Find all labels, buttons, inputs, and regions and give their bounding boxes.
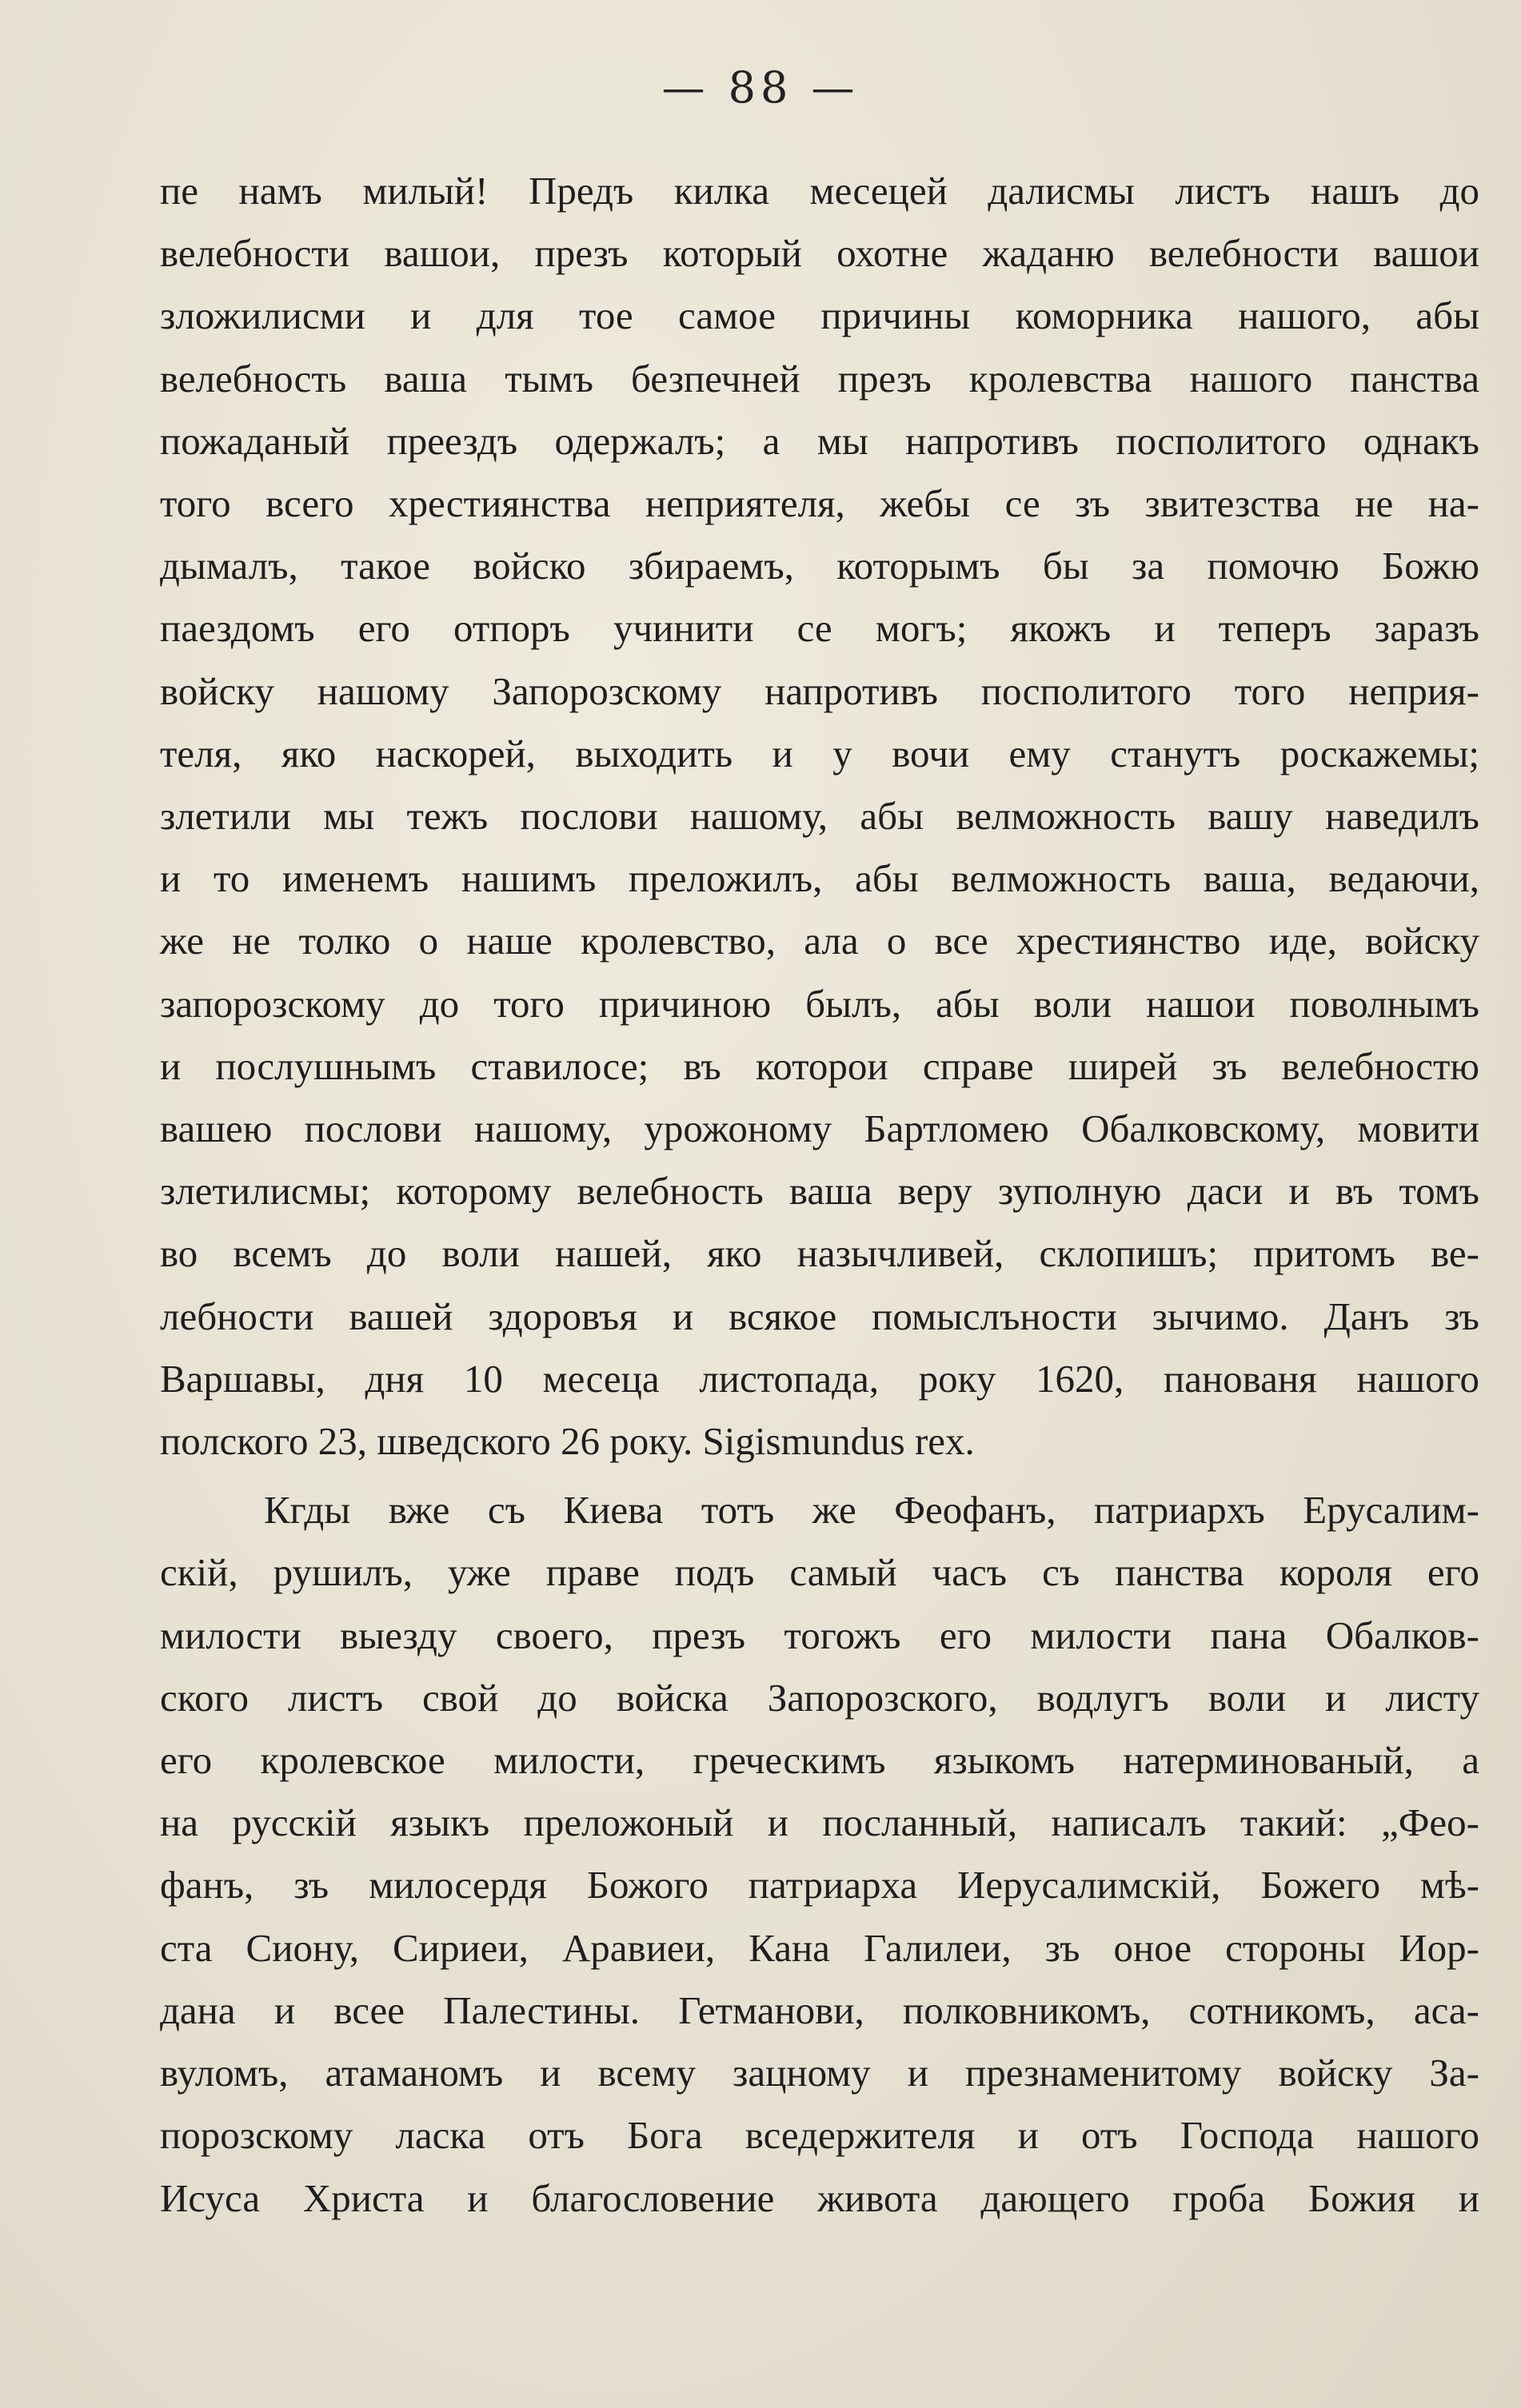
text-line: во всемъ до воли нашей, яко назычливей, склопишъ; притомъ ве- bbox=[160, 1231, 1479, 1276]
text-line: запорозскому до того причиною былъ, абы воли нашои поволнымъ bbox=[160, 981, 1479, 1026]
text-line: того всего хрестиянства неприятеля, жебы се зъ звитезства не на- bbox=[160, 481, 1479, 526]
text-line: велебность ваша тымъ безпечней презъ кролевства нашого панства bbox=[160, 356, 1479, 401]
page-number: — 88 — bbox=[661, 62, 860, 113]
text-line: ста Сиону, Сириеи, Аравиеи, Кана Галилеи, зъ оное стороны Иор- bbox=[160, 1925, 1479, 1970]
text-line: пе намъ милый! Предъ килка месецей далисмы листъ нашъ до bbox=[160, 169, 1479, 213]
text-line: лебности вашей здоровъя и всякое помыслъности зычимо. Данъ зъ bbox=[160, 1294, 1479, 1338]
text-line: паездомъ его отпоръ учинити се могъ; якожъ и теперъ заразъ bbox=[160, 606, 1479, 651]
text-line: на русскій языкъ преложоный и посланный, написалъ такий: „Фео- bbox=[160, 1800, 1479, 1845]
text-line: Исуса Христа и благословение живота дающего гроба Божия и bbox=[160, 2175, 1479, 2220]
text-line: дана и всее Палестины. Гетманови, полковникомъ, сотникомъ, аса- bbox=[160, 1987, 1479, 2032]
text-line: и то именемъ нашимъ преложилъ, абы велможность ваша, ведаючи, bbox=[160, 856, 1479, 901]
text-line: зложилисми и для тое самое причины коморника нашого, абы bbox=[160, 293, 1479, 338]
text-line: пожаданый преездъ одержалъ; а мы напротивъ посполитого однакъ bbox=[160, 418, 1479, 463]
text-line: Варшавы, дня 10 месеца листопада, року 1620, панованя нашого bbox=[160, 1356, 1479, 1401]
text-line: же не толко о наше кролевство, ала о все хрестиянство иде, войску bbox=[160, 919, 1479, 963]
paragraph-narrative bbox=[160, 1479, 1479, 2229]
text-line: его кролевское милости, греческимъ языкомъ натерминованый, а bbox=[160, 1738, 1479, 1783]
text-line: фанъ, зъ милосердя Божого патриарха Иерусалимскій, Божего мѣ- bbox=[160, 1863, 1479, 1908]
text-line: полского 23, шведского 26 року. Sigismundus rex. bbox=[160, 1419, 975, 1464]
text-line: Кгды вже съ Киева тотъ же Феофанъ, патриархъ Ерусалим- bbox=[264, 1488, 1479, 1533]
text-line: дымалъ, такое войско збираемъ, которымъ бы за помочю Божю bbox=[160, 544, 1479, 588]
text-line: милости выезду своего, презъ тогожъ его милости пана Обалков- bbox=[160, 1613, 1479, 1657]
text-line: вуломъ, атаманомъ и всему зацному и презнаменитому войску За- bbox=[160, 2051, 1479, 2095]
text-line: скій, рушилъ, уже праве подъ самый часъ съ панства короля его bbox=[160, 1550, 1479, 1595]
text-line: теля, яко наскорей, выходить и у вочи ему станутъ роскажемы; bbox=[160, 731, 1479, 775]
text-line: порозскому ласка отъ Бога вседержителя и отъ Господа нашого bbox=[160, 2113, 1479, 2158]
text-line: войску нашому Запорозскому напротивъ посполитого того неприя- bbox=[160, 668, 1479, 713]
body-text bbox=[160, 160, 1479, 2230]
text-line: и послушнымъ ставилосе; въ которои справе ширей зъ велебностю bbox=[160, 1043, 1479, 1088]
text-line: вашею послови нашому, урожоному Бартломею Обалковскому, мовити bbox=[160, 1106, 1479, 1151]
paragraph-letter bbox=[160, 160, 1479, 1473]
text-line: ского листъ свой до войска Запорозского, водлугъ воли и листу bbox=[160, 1675, 1479, 1720]
text-line: велебности вашои, презъ который охотне жаданю велебности вашои bbox=[160, 231, 1479, 276]
text-line: злетили мы тежъ послови нашому, абы велможность вашу наведилъ bbox=[160, 794, 1479, 839]
text-line: злетилисмы; которому велебность ваша веру зуполную даси и въ томъ bbox=[160, 1169, 1479, 1214]
